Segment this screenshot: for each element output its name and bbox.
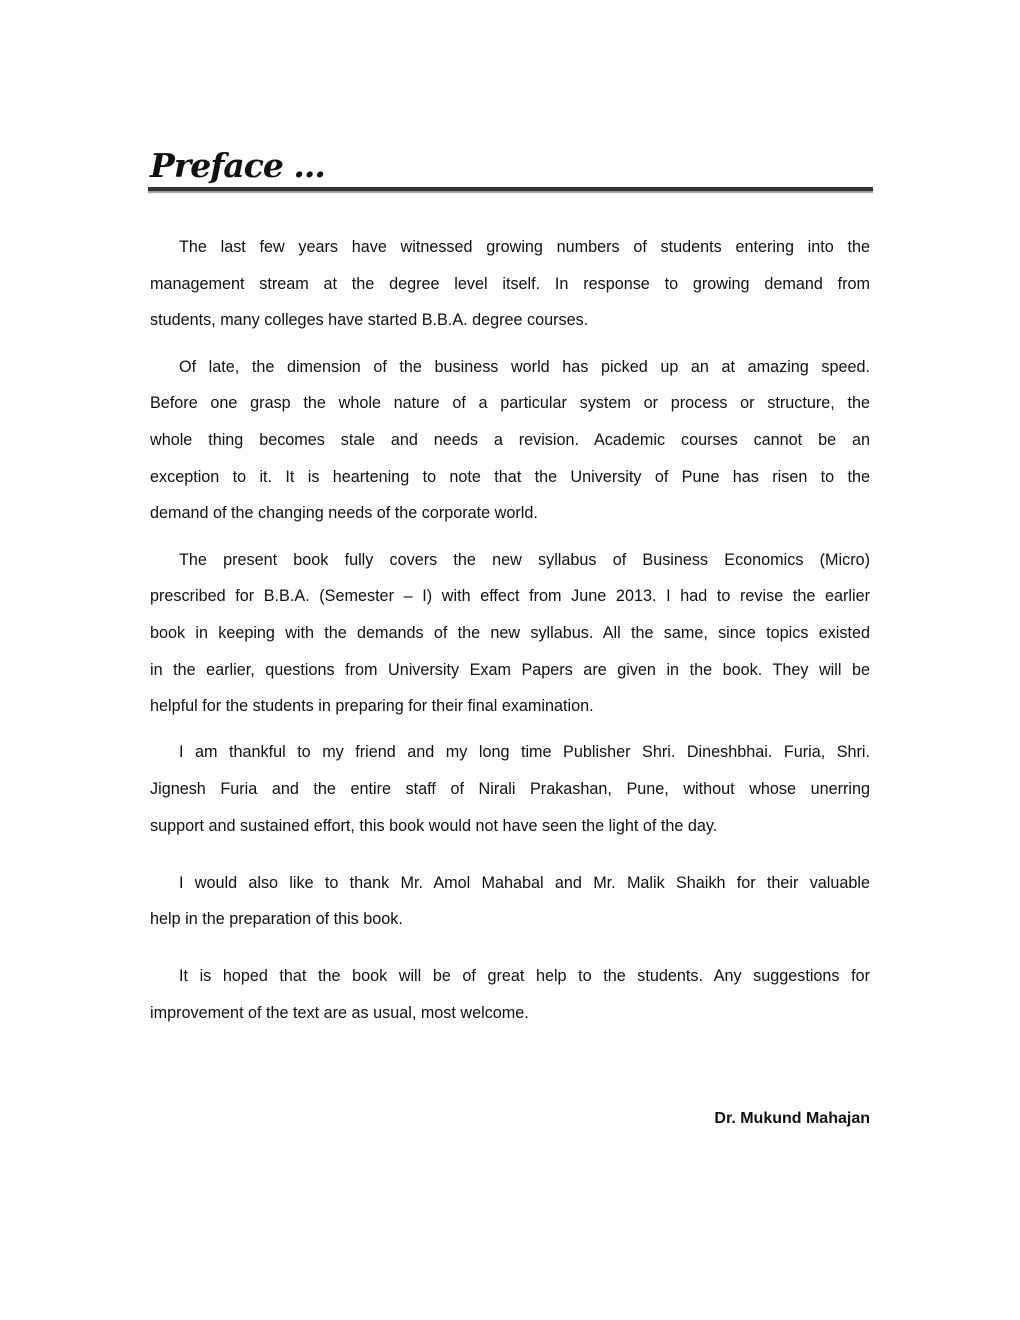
- preface-body: [150, 232, 870, 1054]
- text-line: book in keeping with the demands of the new syllabus. All the same, since topics existed: [150, 623, 870, 642]
- paragraph: [150, 545, 870, 728]
- text-line: The last few years have witnessed growing numbers of students entering into the: [179, 238, 870, 256]
- page-title: Preface ...: [150, 146, 325, 185]
- paragraph: [150, 352, 870, 535]
- paragraph: [150, 868, 870, 941]
- text-line: I am thankful to my friend and my long time Publisher Shri. Dineshbhai. Furia, Shri.: [179, 743, 870, 762]
- paragraph: [150, 737, 870, 847]
- text-line: management stream at the degree level itself. In response to growing demand from: [150, 274, 870, 293]
- text-line: Of late, the dimension of the business world has picked up an at amazing speed.: [179, 357, 870, 376]
- author-signature: Dr. Mukund Mahajan: [714, 1110, 870, 1127]
- text-line: helpful for the students in preparing for their final examination.: [150, 697, 594, 716]
- paragraph: [150, 961, 870, 1034]
- text-line: whole thing becomes stale and needs a revision. Academic courses cannot be an: [150, 430, 870, 449]
- text-line: help in the preparation of this book.: [150, 910, 403, 929]
- text-line: Before one grasp the whole nature of a particular system or process or structure, the: [150, 394, 870, 413]
- title-divider: [148, 187, 873, 191]
- text-line: I would also like to thank Mr. Amol Mahabal and Mr. Malik Shaikh for their valuable: [179, 873, 870, 892]
- text-line: support and sustained effort, this book would not have seen the light of the day.: [150, 816, 718, 835]
- text-line: It is hoped that the book will be of great help to the students. Any suggestions for: [179, 966, 870, 985]
- text-line: demand of the changing needs of the corporate world.: [150, 504, 538, 523]
- text-line: Jignesh Furia and the entire staff of Nirali Prakashan, Pune, without whose unerring: [150, 780, 870, 799]
- text-line: prescribed for B.B.A. (Semester – I) with effect from June 2013. I had to revise the earlier: [150, 587, 870, 606]
- text-line: in the earlier, questions from University Exam Papers are given in the book. They will be: [150, 660, 870, 679]
- text-line: students, many colleges have started B.B.A. degree courses.: [150, 311, 589, 330]
- text-line: improvement of the text are as usual, most welcome.: [150, 1003, 529, 1022]
- paragraph: [150, 232, 870, 342]
- text-line: exception to it. It is heartening to note that the University of Pune has risen to the: [150, 467, 870, 486]
- text-line: The present book fully covers the new syllabus of Business Economics (Micro): [179, 550, 870, 569]
